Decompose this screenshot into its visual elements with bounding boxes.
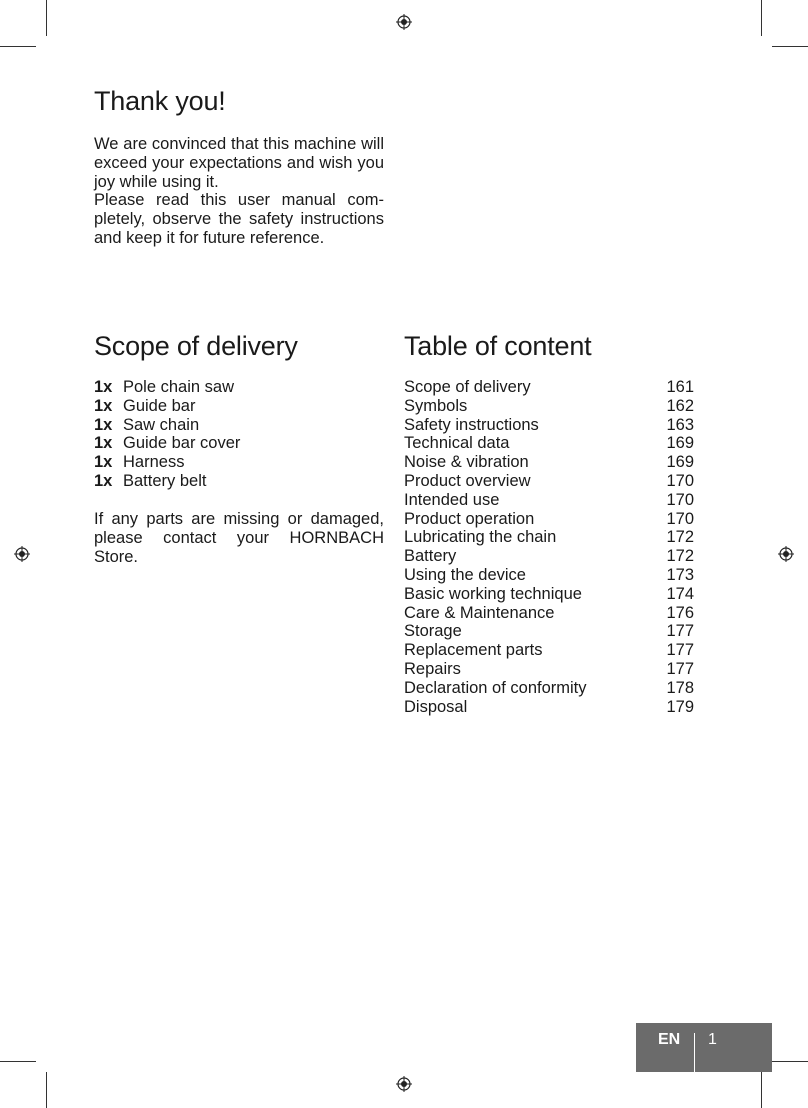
toc-entry[interactable]	[404, 585, 694, 604]
registration-mark-icon	[14, 546, 30, 562]
toc-entry[interactable]	[404, 660, 694, 679]
toc-entry-page: 177	[666, 622, 694, 641]
item-name: Battery belt	[123, 471, 207, 490]
thank-you-paragraph: We are convinced that this machine will exceed your expectations and wish you joy while using it.	[94, 135, 384, 191]
toc-entry-page: 178	[666, 678, 694, 697]
list-item	[94, 434, 384, 453]
list-item	[94, 397, 384, 416]
toc-entry-label: Intended use	[404, 490, 500, 509]
toc-entry-page: 177	[666, 659, 694, 678]
toc-entry-label: Using the device	[404, 565, 526, 584]
toc-entry[interactable]	[404, 566, 694, 585]
toc-entry-page: 162	[666, 396, 694, 415]
toc-entry-label: Lubricating the chain	[404, 528, 557, 547]
item-quantity: 1x	[94, 378, 113, 396]
toc-entry-page: 177	[666, 641, 694, 660]
page-footer-tab	[636, 1023, 772, 1072]
toc-entry[interactable]	[404, 604, 694, 623]
item-quantity: 1x	[94, 453, 113, 472]
toc-entry-label: Product operation	[404, 509, 535, 528]
toc-entry-page: 170	[666, 471, 694, 490]
thank-you-text	[94, 135, 384, 248]
missing-parts-note: If any parts are missing or damaged, please contact your HORNBACH Store.	[94, 510, 384, 566]
toc-entry-page: 174	[666, 584, 694, 603]
list-item	[94, 472, 384, 491]
toc-entry-label: Storage	[404, 622, 462, 641]
item-quantity: 1x	[94, 396, 113, 415]
item-name: Harness	[123, 453, 185, 472]
toc-entry-page: 179	[666, 697, 694, 716]
toc-entry[interactable]	[404, 378, 694, 397]
language-code: EN	[658, 1031, 681, 1048]
toc-entry[interactable]	[404, 622, 694, 641]
list-item	[94, 453, 384, 472]
toc-entry-page: 161	[666, 378, 694, 396]
toc-entry-label: Disposal	[404, 697, 468, 716]
registration-mark-icon	[778, 546, 794, 562]
item-name: Saw chain	[123, 415, 200, 434]
toc-entry[interactable]	[404, 510, 694, 529]
toc-entry-label: Symbols	[404, 396, 468, 415]
toc-entry-label: Repairs	[404, 659, 461, 678]
toc-entry-page: 163	[666, 415, 694, 434]
toc-entry[interactable]	[404, 397, 694, 416]
page-number: 1	[708, 1031, 717, 1048]
thank-you-paragraph: Please read this user manual completely, observe the safety instructions and keep it for future reference.	[94, 191, 384, 247]
registration-mark-icon	[396, 1076, 412, 1092]
toc-entry[interactable]	[404, 416, 694, 435]
list-item	[94, 378, 384, 397]
toc-entry-label: Technical data	[404, 434, 510, 453]
scope-of-delivery-list	[94, 378, 384, 491]
item-name: Guide bar cover	[123, 434, 241, 453]
scope-of-delivery-title: Scope of delivery	[94, 331, 298, 361]
toc-entry-page: 173	[666, 565, 694, 584]
thank-you-title: Thank you!	[94, 86, 226, 116]
item-name: Pole chain saw	[123, 378, 234, 396]
item-quantity: 1x	[94, 415, 113, 434]
toc-entry[interactable]	[404, 491, 694, 510]
toc-entry[interactable]	[404, 434, 694, 453]
toc-entry[interactable]	[404, 679, 694, 698]
item-name: Guide bar	[123, 396, 196, 415]
toc-entry[interactable]	[404, 453, 694, 472]
toc-entry-label: Product overview	[404, 471, 531, 490]
item-quantity: 1x	[94, 434, 113, 453]
list-item	[94, 416, 384, 435]
toc-entry-page: 169	[666, 453, 694, 472]
toc-entry-label: Basic working technique	[404, 584, 582, 603]
toc-entry-page: 176	[666, 603, 694, 622]
registration-mark-icon	[396, 14, 412, 30]
toc-entry-label: Noise & vibration	[404, 453, 529, 472]
toc-entry[interactable]	[404, 472, 694, 491]
toc-entry[interactable]	[404, 547, 694, 566]
toc-entry[interactable]	[404, 698, 694, 717]
toc-entry[interactable]	[404, 641, 694, 660]
toc-entry[interactable]	[404, 528, 694, 547]
toc-entry-page: 170	[666, 509, 694, 528]
toc-entry-page: 172	[666, 528, 694, 547]
footer-divider	[694, 1033, 695, 1072]
table-of-content-list	[404, 378, 694, 716]
toc-entry-label: Scope of delivery	[404, 378, 531, 396]
item-quantity: 1x	[94, 471, 113, 490]
toc-entry-label: Safety instructions	[404, 415, 539, 434]
toc-entry-label: Replacement parts	[404, 641, 543, 660]
table-of-content-title: Table of content	[404, 331, 592, 361]
toc-entry-page: 172	[666, 547, 694, 566]
toc-entry-label: Declaration of conformity	[404, 678, 587, 697]
toc-entry-label: Battery	[404, 547, 457, 566]
toc-entry-page: 169	[666, 434, 694, 453]
toc-entry-page: 170	[666, 490, 694, 509]
toc-entry-label: Care & Maintenance	[404, 603, 555, 622]
